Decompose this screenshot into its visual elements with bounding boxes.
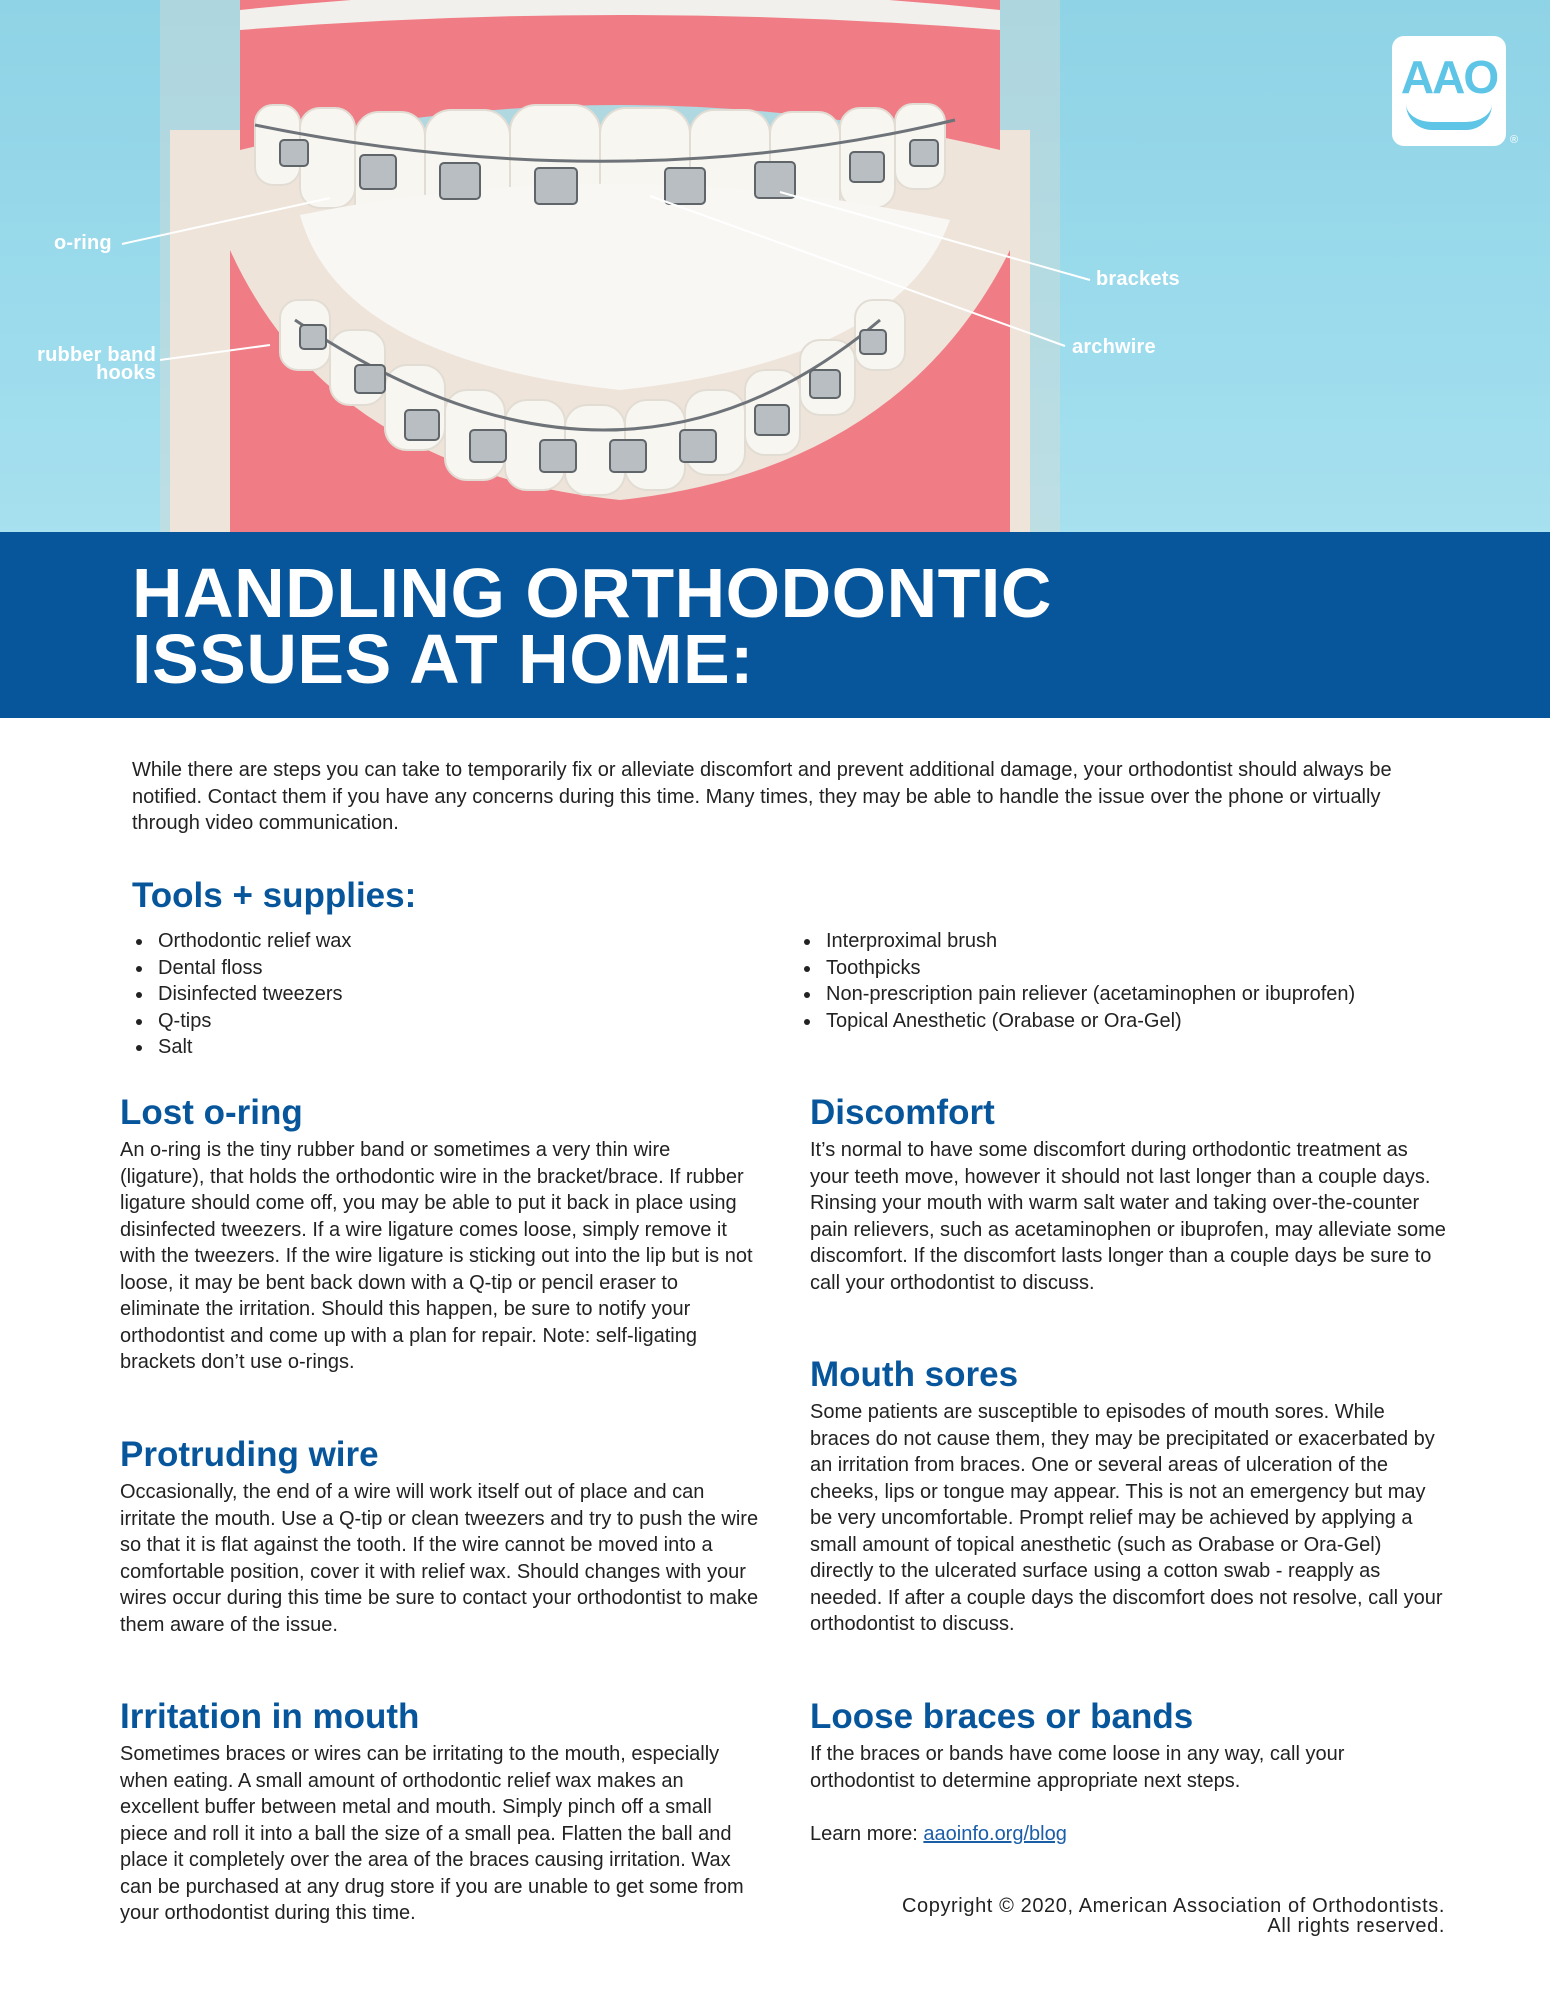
list-item: Non-prescription pain reliever (acetaminophen or ibuprofen) <box>800 981 1355 1008</box>
callout-o-ring: o-ring <box>54 232 112 254</box>
section-loose-braces <box>810 1697 1450 1847</box>
intro-paragraph: While there are steps you can take to temporarily fix or alleviate discomfort and prevent additional damage, your orthodontist should always be notified. Contact them if you have any concerns during this time. Many times, they may be able to handle the issue over the phone or virtually through video communication. <box>132 759 1392 834</box>
learn-more <box>810 1821 1450 1848</box>
registered-mark: ® <box>1510 134 1519 146</box>
section-title: Discomfort <box>810 1093 995 1132</box>
section-body: It’s normal to have some discomfort during orthodontic treatment as your teeth move, however it should not last longer than a couple days. Rinsing your mouth with warm salt water and taking over-the-counter pain relievers, such as acetaminophen or ibuprofen, may alleviate some discomfort. If the discomfort lasts longer than a couple days be sure to call your orthodontist to discuss. <box>810 1139 1446 1294</box>
section-discomfort <box>810 1093 1450 1296</box>
list-item: Interproximal brush <box>800 928 1355 955</box>
page-title-line1: HANDLING ORTHODONTIC <box>132 554 1052 632</box>
section-protruding-wire <box>120 1435 760 1638</box>
aao-logo-text: AAO <box>1400 51 1498 103</box>
list-item: Toothpicks <box>800 955 1355 982</box>
copyright <box>800 1896 1445 1936</box>
callout-archwire: archwire <box>1072 336 1156 358</box>
learn-more-link[interactable]: aaoinfo.org/blog <box>923 1822 1067 1845</box>
section-title: Irritation in mouth <box>120 1697 420 1736</box>
section-body: Sometimes braces or wires can be irritating to the mouth, especially when eating. A small amount of orthodontic relief wax makes an excellent buffer between metal and mouth. Simply pinch off a small piece and roll it into a ball the size of a small pea. Flatten the ball and place it completely over the area of the braces causing irritation. Wax can be purchased at any drug store if you are unable to get some from your orthodontist during this time. <box>120 1743 744 1924</box>
section-title: Mouth sores <box>810 1355 1019 1394</box>
aao-logo-smile <box>1406 104 1492 130</box>
section-body: An o-ring is the tiny rubber band or sometimes a very thin wire (ligature), that holds the orthodontic wire in the bracket/brace. If rubber ligature should come off, you may be able to put it back in place using disinfected tweezers. If a wire ligature comes loose, simply remove it with the tweezers. If the wire ligature is sticking out into the lip but is not loose, it may be bent back down with a Q-tip or pencil eraser to eliminate the irritation. Should this happen, be sure to notify your orthodontist and come up with a plan for repair. Note: self-ligating brackets don’t use o-rings. <box>120 1139 753 1373</box>
section-title: Loose braces or bands <box>810 1697 1194 1736</box>
copyright-line2: All rights reserved. <box>1267 1915 1445 1937</box>
page-title <box>132 554 1332 698</box>
section-title: Lost o-ring <box>120 1093 303 1132</box>
callout-rubber-band-hooks <box>28 346 156 382</box>
section-irritation-in-mouth <box>120 1697 760 1927</box>
list-item: Q-tips <box>132 1008 351 1035</box>
tools-heading: Tools + supplies: <box>132 876 417 915</box>
tools-list-left <box>132 928 351 1061</box>
section-lost-o-ring <box>120 1093 760 1376</box>
list-item: Disinfected tweezers <box>132 981 351 1008</box>
list-item: Topical Anesthetic (Orabase or Ora-Gel) <box>800 1008 1355 1035</box>
title-banner <box>0 532 1550 718</box>
section-mouth-sores <box>810 1355 1450 1638</box>
section-title: Protruding wire <box>120 1435 379 1474</box>
hero-image <box>0 0 1550 532</box>
section-body: If the braces or bands have come loose in any way, call your orthodontist to determine appropriate next steps. <box>810 1743 1345 1792</box>
list-item: Salt <box>132 1034 351 1061</box>
callout-rubber-band-line2: hooks <box>96 362 156 384</box>
callout-brackets: brackets <box>1096 268 1180 290</box>
aao-logo <box>1392 36 1506 146</box>
tools-list-right <box>800 928 1355 1034</box>
copyright-line1: Copyright © 2020, American Association of Orthodontists. <box>901 1895 1445 1917</box>
list-item: Dental floss <box>132 955 351 982</box>
section-body: Some patients are susceptible to episodes of mouth sores. While braces do not cause them, they may be precipitated or exacerbated by an irritation from braces. One or several areas of ulceration of the cheeks, lips or tongue may appear. This is not an emergency but may be very uncomfortable. Prompt relief may be achieved by applying a small amount of topical anesthetic (such as Orabase or Ora-Gel) directly to the ulcerated surface using a cotton swab - reapply as needed. If after a couple days the discomfort does not resolve, call your orthodontist to discuss. <box>810 1401 1443 1635</box>
list-item: Orthodontic relief wax <box>132 928 351 955</box>
learn-more-label: Learn more: <box>810 1822 924 1845</box>
section-body: Occasionally, the end of a wire will work itself out of place and can irritate the mouth. Use a Q-tip or clean tweezers and try to push the wire so that it is flat against the tooth. If the wire cannot be moved into a comfortable position, cover it with relief wax. Should changes with your wires occur during this time be sure to contact your orthodontist to make them aware of the issue. <box>120 1481 759 1636</box>
callout-rubber-band-line1: rubber band <box>37 344 156 366</box>
braces-model-illustration <box>0 0 1550 532</box>
page-title-line2: ISSUES AT HOME: <box>132 620 754 698</box>
